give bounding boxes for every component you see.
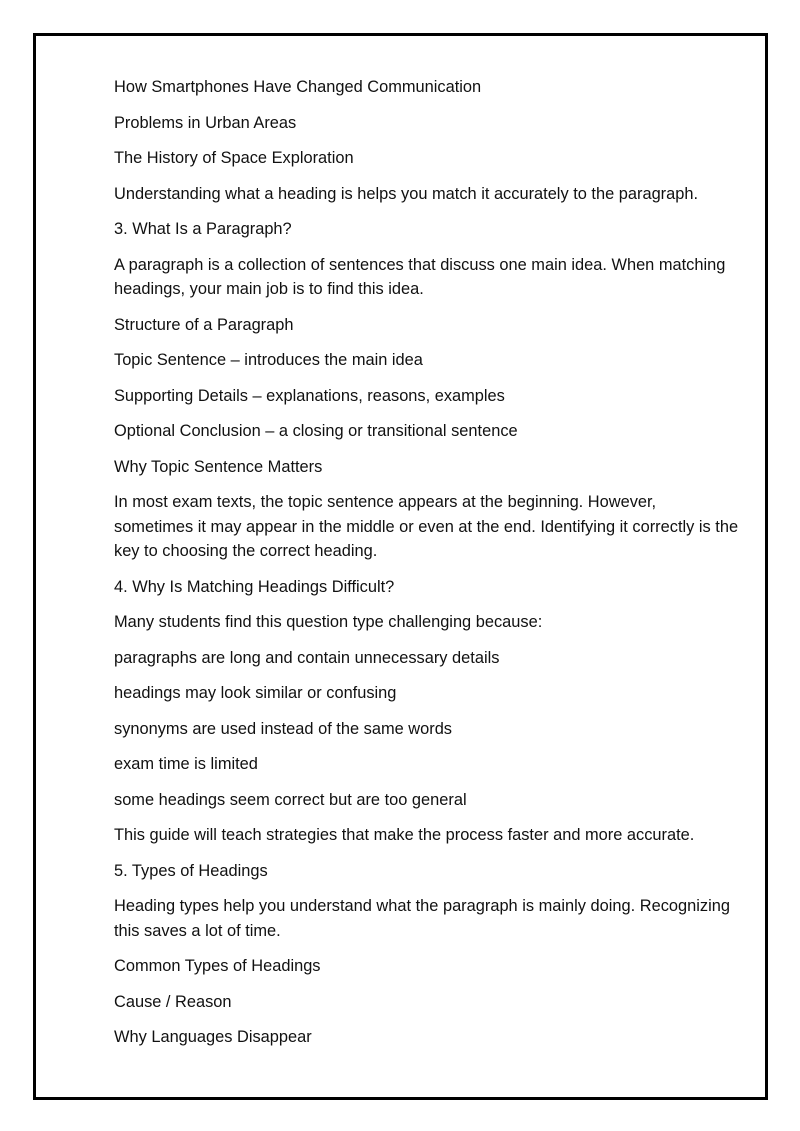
body-paragraph: In most exam texts, the topic sentence appears at the beginning. However, sometimes it may appear in the middle or even at the end. Identifying it correctly is the key to choosing the correct heading. — [114, 493, 739, 560]
heading-example: Problems in Urban Areas — [114, 113, 297, 132]
list-item: exam time is limited — [114, 755, 258, 773]
body-paragraph: Understanding what a heading is helps you match it accurately to the paragraph. — [114, 184, 699, 203]
body-paragraph: This guide will teach strategies that make the process faster and more accurate. — [114, 826, 695, 844]
list-item: Optional Conclusion – a closing or transitional sentence — [114, 422, 518, 440]
subheading: Why Topic Sentence Matters — [114, 457, 323, 476]
body-paragraph: A paragraph is a collection of sentences that discuss one main idea. When matching headings, your main job is to find this idea. — [114, 255, 726, 298]
list-item: Supporting Details – explanations, reasons, examples — [114, 386, 505, 405]
list-item: headings may look similar or confusing — [114, 684, 397, 702]
section-heading: 4. Why Is Matching Headings Difficult? — [114, 577, 395, 596]
subheading: Common Types of Headings — [114, 957, 321, 975]
body-paragraph: Heading types help you understand what the paragraph is mainly doing. Recognizing this saves a lot of time. — [114, 897, 730, 940]
heading-example: Why Languages Disappear — [114, 1028, 312, 1046]
list-item: Cause / Reason — [114, 992, 232, 1011]
list-item: some headings seem correct but are too general — [114, 790, 467, 809]
list-item: synonyms are used instead of the same words — [114, 719, 453, 738]
heading-example: How Smartphones Have Changed Communication — [114, 78, 482, 96]
heading-example: The History of Space Exploration — [114, 149, 354, 167]
body-paragraph: Many students find this question type challenging because: — [114, 613, 543, 631]
list-item: Topic Sentence – introduces the main idea — [114, 351, 423, 369]
section-heading: 5. Types of Headings — [114, 861, 268, 880]
list-item: paragraphs are long and contain unnecessary details — [114, 648, 500, 667]
section-heading: 3. What Is a Paragraph? — [114, 220, 292, 238]
subheading: Structure of a Paragraph — [114, 315, 294, 334]
document-body — [114, 75, 739, 1061]
